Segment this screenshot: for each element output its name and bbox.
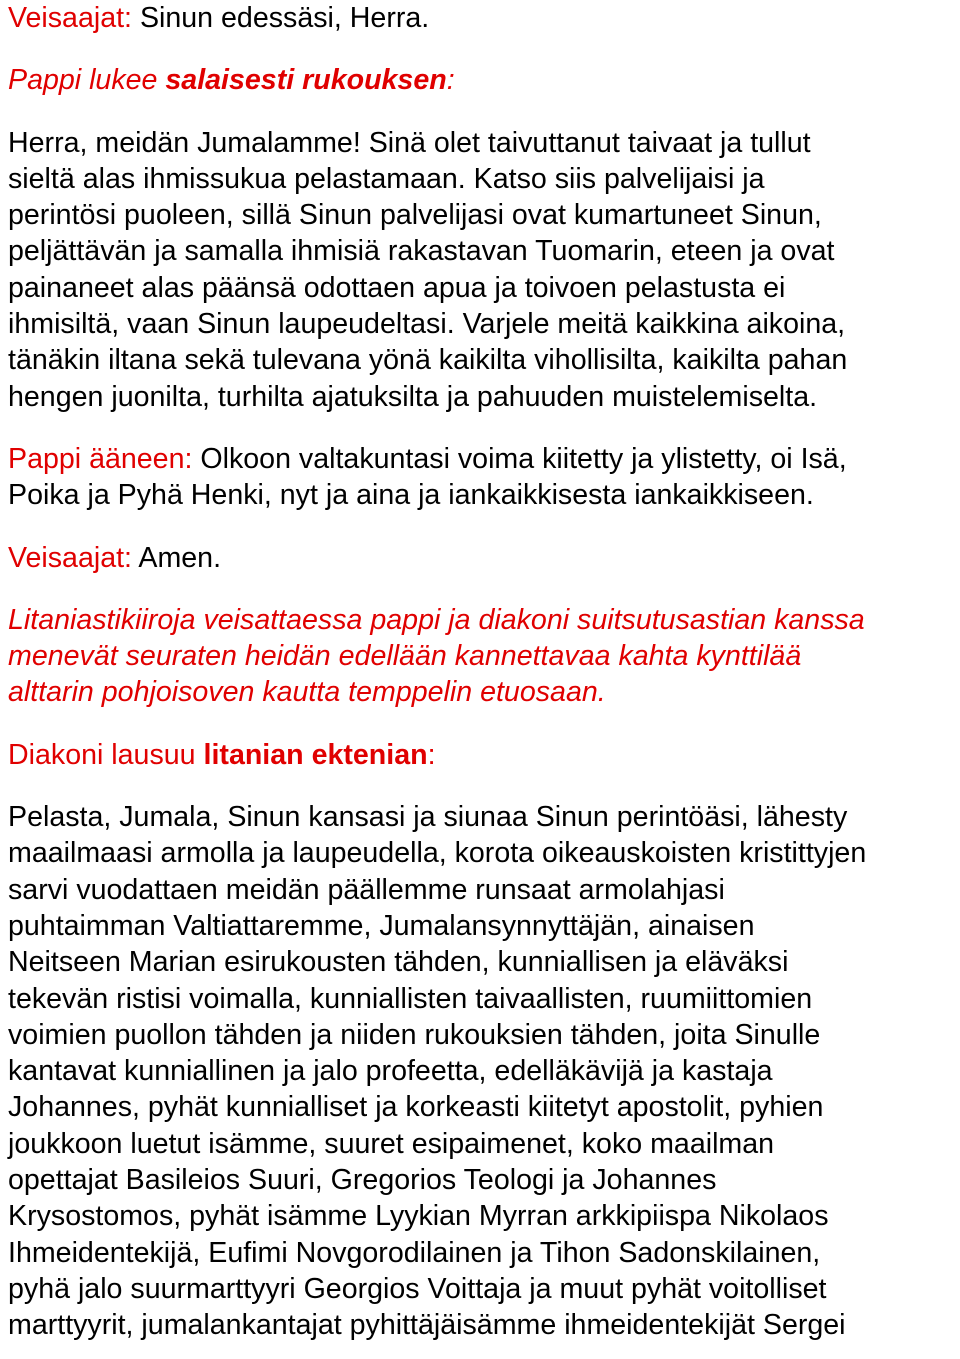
rubric-colon: : (427, 738, 436, 771)
litany-line: tekevän ristisi voimalla, kunniallisten taivaallisten, ruumiittomien (8, 982, 813, 1015)
litany-line: puhtaimman Valtiattaremme, Jumalansynnyttäjän, ainaisen (8, 909, 755, 942)
prayer-line: ihmisiltä, vaan Sinun laupeudeltasi. Varjele meitä kaikkina aikoina, (8, 308, 846, 341)
prayer-line: Herra, meidän Jumalamme! Sinä olet taivuttanut taivaat ja tullut (8, 126, 811, 159)
response-amen (8, 540, 960, 576)
litany-line: Ihmeidentekijä, Eufimi Novgorodilainen ja Tihon Sadonskilainen, (8, 1236, 821, 1269)
rubric-colon: : (446, 64, 455, 97)
litany-line: opettajat Basileios Suuri, Gregorios Teologi ja Johannes (8, 1164, 717, 1197)
prayer-line: hengen juonilta, turhilta ajatuksilta ja pahuuden muistelemiselta. (8, 380, 818, 413)
exclamation-paragraph (8, 441, 960, 514)
prayer-line: painaneet alas päänsä odottaen apua ja toivoen pelastusta ei (8, 271, 786, 304)
rubric-litany (8, 737, 960, 773)
rubric-procession (8, 602, 960, 711)
rubric-text: Diakoni lausuu (8, 738, 196, 771)
exclamation-text: Olkoon valtakuntasi voima kiitetty ja ylistetty, oi Isä, (200, 442, 847, 475)
response-chanters (8, 0, 960, 36)
prayer-line: perintösi puoleen, sillä Sinun palvelijasi ovat kumartuneet Sinun, (8, 199, 822, 232)
rubric-text: Pappi lukee (8, 64, 158, 97)
litany-line: Neitseen Marian esirukousten tähden, kunniallisen ja eläväksi (8, 946, 789, 979)
response-text: Sinun edessäsi, Herra. (139, 2, 430, 34)
litany-line: kantavat kunniallinen ja jalo profeetta, edelläkävijä ja kastaja (8, 1055, 773, 1088)
litany-line: marttyyrit, jumalankantajat pyhittäjäisämme ihmeidentekijät Sergei (8, 1309, 846, 1342)
litany-line: maailmaasi armolla ja laupeudella, korota oikeauskoisten kristittyjen (8, 837, 867, 870)
litany-line: joukkoon luetut isämme, suuret esipaimenet, koko maailman (8, 1127, 775, 1160)
rubric-emphasis: salaisesti rukouksen (165, 64, 447, 97)
exclamation-line: Poika ja Pyhä Henki, nyt ja aina ja iankaikkisesta iankaikkiseen. (8, 479, 814, 512)
prayer-line: sieltä alas ihmissukua pelastamaan. Katso siis palvelijaisi ja (8, 162, 765, 195)
prayer-paragraph (8, 125, 960, 415)
litany-line: sarvi vuodattaen meidän päällemme runsaat armolahjasi (8, 873, 725, 906)
litany-paragraph (8, 799, 960, 1343)
litany-line: voimien puollon tähden ja niiden rukouksien tähden, joita Sinulle (8, 1018, 821, 1051)
litany-line: pyhä jalo suurmarttyyri Georgios Voittaja ja muut pyhät voitolliset (8, 1272, 827, 1305)
speaker-label: Veisaajat: (8, 541, 132, 574)
litany-line: Krysostomos, pyhät isämme Lyykian Myrran arkkipiispa Nikolaos (8, 1200, 829, 1233)
rubric-line: Litaniastikiiroja veisattaessa pappi ja diakoni suitsutusastian kanssa (8, 603, 865, 636)
response-text: Amen. (138, 541, 222, 574)
document-page (8, 0, 960, 1344)
litany-line: Johannes, pyhät kunnialliset ja korkeasti kiitetyt apostolit, pyhien (8, 1091, 824, 1124)
speaker-label: Veisaajat: (8, 2, 132, 34)
prayer-line: tänäkin iltana sekä tulevana yönä kaikilta vihollisilta, kaikilta pahan (8, 344, 848, 377)
rubric-emphasis: litanian ektenian (203, 738, 428, 771)
speaker-label: Pappi ääneen: (8, 442, 193, 475)
rubric-line: menevät seuraten heidän edellään kannettavaa kahta kynttilää (8, 640, 802, 673)
exclamation-line (8, 441, 960, 477)
litany-line: Pelasta, Jumala, Sinun kansasi ja siunaa Sinun perintöäsi, lähesty (8, 801, 848, 834)
rubric-secret-prayer (8, 62, 960, 98)
prayer-line: peljättävän ja samalla ihmisiä rakastavan Tuomarin, eteen ja ovat (8, 235, 835, 268)
rubric-line: alttarin pohjoisoven kautta temppelin etuosaan. (8, 676, 606, 709)
